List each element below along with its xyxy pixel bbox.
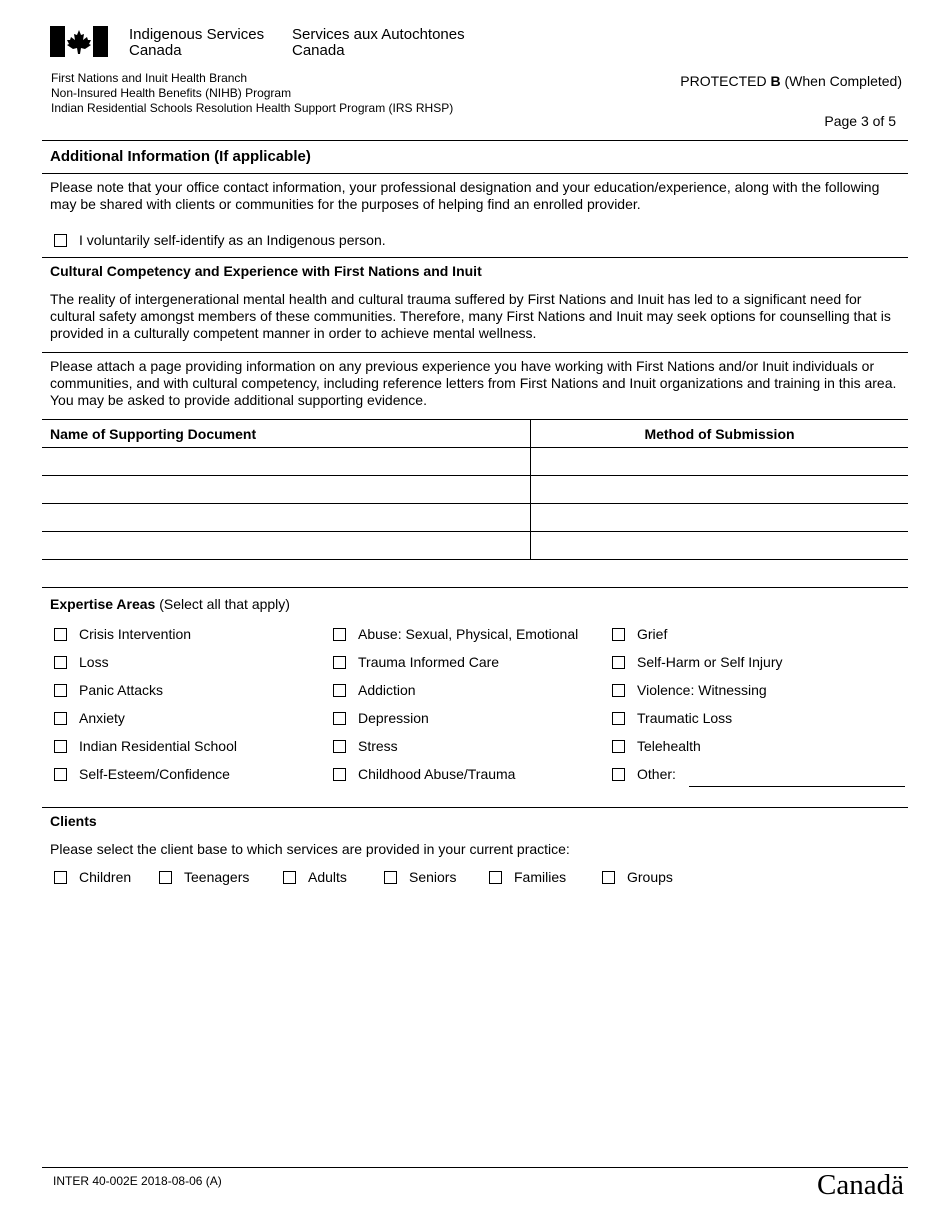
submission-method-cell[interactable] xyxy=(531,448,909,476)
protected-designation xyxy=(680,73,902,89)
footer-divider xyxy=(42,1167,908,1168)
divider xyxy=(42,587,908,588)
expertise-label: Other: xyxy=(637,766,676,782)
cultural-paragraph-2: Please attach a page providing information on any previous experience you have working with First Nations and/or Inuit individuals or communities, and with cultural competency, including reference letters from First Nations and Inuit organizations and training in this area. You may be asked to provide additional supporting evidence. xyxy=(50,358,897,408)
supporting-documents-table xyxy=(42,419,908,560)
client-option-label: Groups xyxy=(627,869,673,885)
protected-suffix: (When Completed) xyxy=(780,73,902,89)
checkbox-other[interactable] xyxy=(612,768,625,781)
table-row xyxy=(42,448,908,476)
department-name-en-line2: Canada xyxy=(129,42,182,59)
department-name-fr-line1: Services aux Autochtones xyxy=(292,26,465,43)
department-name-fr xyxy=(292,27,465,59)
checkbox-telehealth[interactable] xyxy=(612,740,625,753)
checkbox-anxiety[interactable] xyxy=(54,712,67,725)
checkbox-children[interactable] xyxy=(54,871,67,884)
expertise-label: Depression xyxy=(358,710,429,726)
checkbox-traumatic-loss[interactable] xyxy=(612,712,625,725)
department-name-en xyxy=(129,27,264,59)
checkbox-self-harm[interactable] xyxy=(612,656,625,669)
clients-prompt: Please select the client base to which services are provided in your current practice: xyxy=(50,841,570,857)
client-option-label: Families xyxy=(514,869,567,885)
column-header-submission-method: Method of Submission xyxy=(531,420,909,448)
expertise-label: Childhood Abuse/Trauma xyxy=(358,766,516,782)
client-option-label: Seniors xyxy=(409,869,457,885)
expertise-label: Panic Attacks xyxy=(79,682,164,698)
submission-method-cell[interactable] xyxy=(531,532,909,560)
checkbox-families[interactable] xyxy=(489,871,502,884)
expertise-label: Anxiety xyxy=(79,710,125,726)
branch-line: First Nations and Inuit Health Branch xyxy=(51,71,248,85)
expertise-label: Indian Residential School xyxy=(79,738,237,754)
expertise-label: Violence: Witnessing xyxy=(637,682,767,698)
self-identify-checkbox[interactable] xyxy=(54,234,67,247)
canada-wordmark: Canadä xyxy=(817,1169,904,1201)
protected-level: B xyxy=(770,73,781,89)
section-title-additional-info: Additional Information (If applicable) xyxy=(50,148,311,165)
section-title-cultural-competency: Cultural Competency and Experience with First Nations and Inuit xyxy=(50,263,482,279)
self-identify-label: I voluntarily self-identify as an Indigenous person. xyxy=(79,232,386,248)
column-header-document-name: Name of Supporting Document xyxy=(42,420,531,448)
client-option-label: Adults xyxy=(308,869,347,885)
checkbox-self-esteem[interactable] xyxy=(54,768,67,781)
checkbox-childhood-abuse[interactable] xyxy=(333,768,346,781)
page-number: Page 3 of 5 xyxy=(824,113,896,129)
table-row xyxy=(42,532,908,560)
form-identifier: INTER 40-002E 2018-08-06 (A) xyxy=(53,1174,222,1188)
branch-block xyxy=(51,71,453,116)
divider xyxy=(42,352,908,353)
expertise-label: Trauma Informed Care xyxy=(358,654,500,670)
checkbox-panic-attacks[interactable] xyxy=(54,684,67,697)
checkbox-depression[interactable] xyxy=(333,712,346,725)
divider xyxy=(42,173,908,174)
submission-method-cell[interactable] xyxy=(531,504,909,532)
checkbox-grief[interactable] xyxy=(612,628,625,641)
expertise-label: Addiction xyxy=(358,682,416,698)
checkbox-teenagers[interactable] xyxy=(159,871,172,884)
checkbox-adults[interactable] xyxy=(283,871,296,884)
checkbox-abuse[interactable] xyxy=(333,628,346,641)
checkbox-crisis-intervention[interactable] xyxy=(54,628,67,641)
program-line: Non-Insured Health Benefits (NIHB) Program xyxy=(51,86,292,100)
document-name-cell[interactable] xyxy=(42,532,531,560)
table-row xyxy=(42,476,908,504)
expertise-label: Crisis Intervention xyxy=(79,626,192,642)
checkbox-seniors[interactable] xyxy=(384,871,397,884)
divider xyxy=(42,807,908,808)
expertise-label: Grief xyxy=(637,626,668,642)
client-option-label: Teenagers xyxy=(184,869,250,885)
expertise-label: Loss xyxy=(79,654,109,670)
other-expertise-input[interactable] xyxy=(689,768,905,787)
divider xyxy=(42,140,908,141)
irs-program-line: Indian Residential Schools Resolution Health Support Program (IRS RHSP) xyxy=(51,101,454,115)
clients-title: Clients xyxy=(50,813,97,829)
divider xyxy=(42,257,908,258)
additional-info-note: Please note that your office contact information, your professional designation and your education/experience, along with the following may be shared with clients or communities for the purposes of helping find an enrolled provider. xyxy=(50,179,880,212)
checkbox-stress[interactable] xyxy=(333,740,346,753)
expertise-title: Expertise Areas xyxy=(50,596,156,612)
canada-flag-logo xyxy=(50,26,108,57)
table-row xyxy=(42,504,908,532)
expertise-label: Stress xyxy=(358,738,398,754)
client-option-label: Children xyxy=(79,869,132,885)
expertise-subtitle: (Select all that apply) xyxy=(155,596,290,612)
cultural-paragraph-1: The reality of intergenerational mental health and cultural trauma suffered by First Nations and Inuit has led to a significant need for cultural safety amongst members of these communities. Therefore, many First Nations and Inuit may seek options for counselling that is provided in a culturally competent manner in order to achieve mental wellness. xyxy=(50,291,891,341)
checkbox-violence-witnessing[interactable] xyxy=(612,684,625,697)
table-header-row xyxy=(42,420,908,448)
document-name-cell[interactable] xyxy=(42,504,531,532)
submission-method-cell[interactable] xyxy=(531,476,909,504)
document-name-cell[interactable] xyxy=(42,448,531,476)
checkbox-groups[interactable] xyxy=(602,871,615,884)
checkbox-indian-residential-school[interactable] xyxy=(54,740,67,753)
department-name-fr-line2: Canada xyxy=(292,42,345,59)
checkbox-loss[interactable] xyxy=(54,656,67,669)
expertise-label: Abuse: Sexual, Physical, Emotional xyxy=(358,626,579,642)
checkbox-addiction[interactable] xyxy=(333,684,346,697)
expertise-label: Traumatic Loss xyxy=(637,710,733,726)
expertise-label: Telehealth xyxy=(637,738,701,754)
expertise-heading xyxy=(50,596,290,612)
department-name-en-line1: Indigenous Services xyxy=(129,26,265,43)
checkbox-trauma-informed-care[interactable] xyxy=(333,656,346,669)
document-name-cell[interactable] xyxy=(42,476,531,504)
protected-prefix: PROTECTED xyxy=(680,73,771,89)
expertise-label: Self-Esteem/Confidence xyxy=(79,766,230,782)
expertise-label: Self-Harm or Self Injury xyxy=(637,654,783,670)
